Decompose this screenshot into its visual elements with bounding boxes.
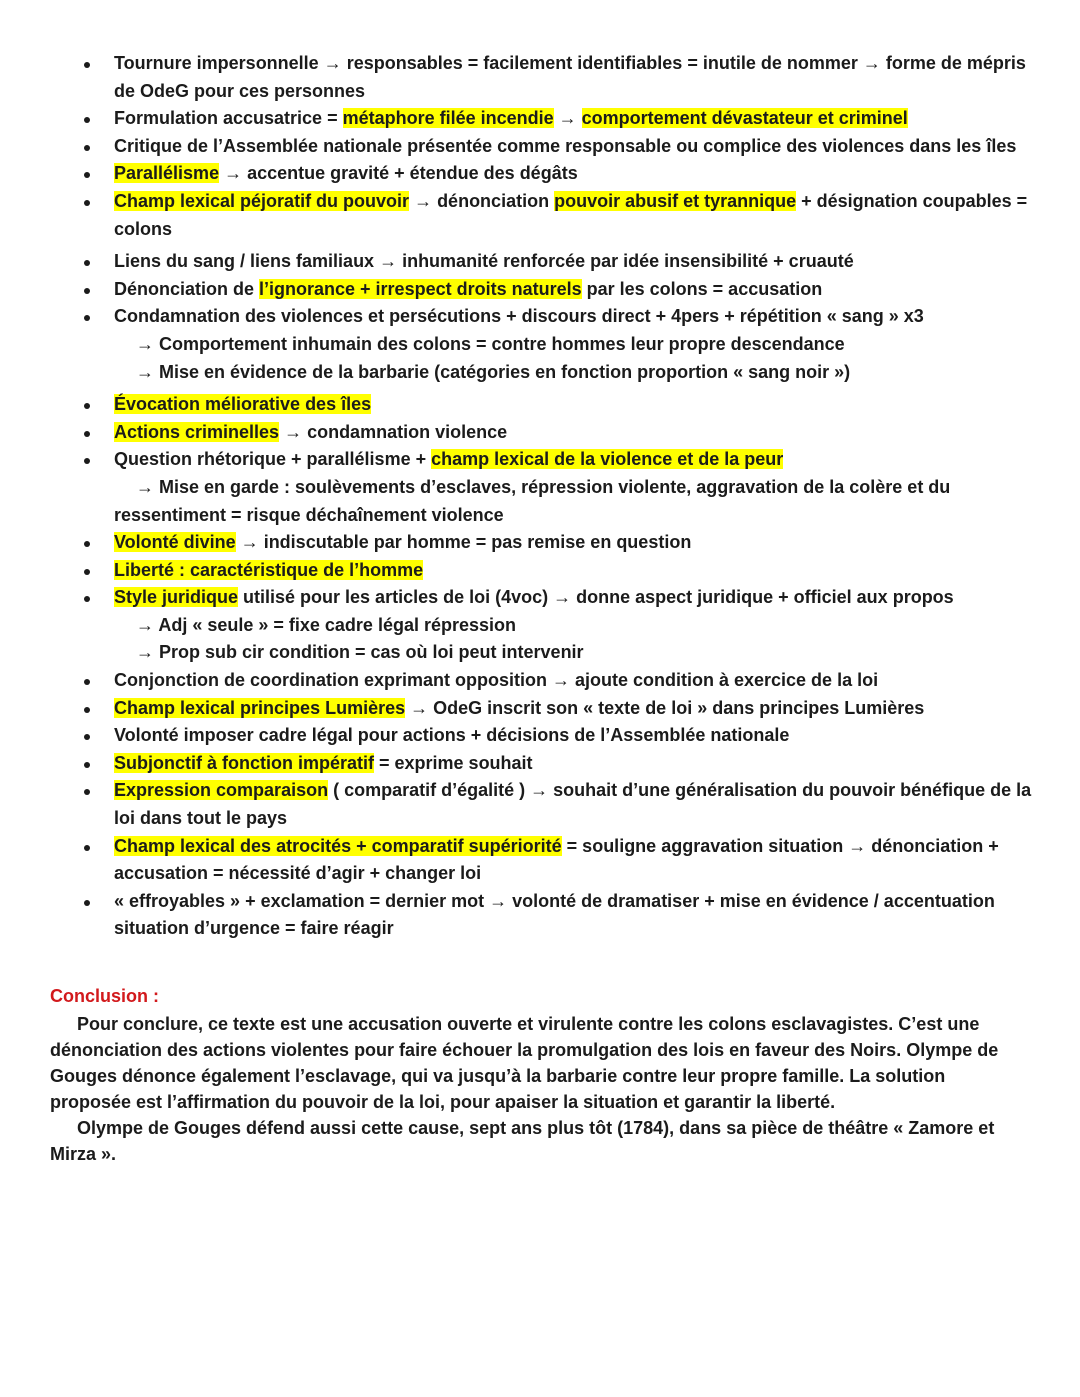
list-item: Volonté divine → indiscutable par homme = pas remise en question xyxy=(0,529,1080,557)
list-item: Liens du sang / liens familiaux → inhumanité renforcée par idée insensibilité + cruauté xyxy=(0,248,1080,276)
conclusion-section xyxy=(0,983,1080,1167)
bullet-dot xyxy=(84,117,90,123)
highlighted-text: Évocation méliorative des îles xyxy=(114,394,372,415)
list-item: Champ lexical péjoratif du pouvoir → dénonciation pouvoir abusif et tyrannique + désignation coupables = colons xyxy=(0,188,1080,243)
bullet-dot xyxy=(84,900,90,906)
conclusion-paragraph: Olympe de Gouges défend aussi cette cause, sept ans plus tôt (1784), dans sa pièce de théâtre « Zamore et Mirza ». xyxy=(50,1117,995,1164)
highlighted-text: Liberté : caractéristique de l’homme xyxy=(114,559,424,580)
list-item: Conjonction de coordination exprimant opposition → ajoute condition à exercice de la loi xyxy=(0,667,1080,695)
analysis-bullet-list xyxy=(0,50,1080,943)
document-page xyxy=(0,50,1080,1167)
bullet-dot xyxy=(84,845,90,851)
highlighted-text: l’ignorance + irrespect droits naturels xyxy=(259,278,582,299)
bullet-dot xyxy=(84,762,90,768)
highlighted-text: Style juridique xyxy=(114,587,239,608)
highlighted-text: Champ lexical principes Lumières xyxy=(114,697,406,718)
highlighted-text: comportement dévastateur et criminel xyxy=(581,108,908,129)
highlighted-text: Parallélisme xyxy=(114,163,220,184)
bullet-dot xyxy=(84,200,90,206)
highlighted-text: Volonté divine xyxy=(114,532,236,553)
highlighted-text: Expression comparaison xyxy=(114,780,329,801)
bullet-dot xyxy=(84,62,90,68)
conclusion-paragraph: Pour conclure, ce texte est une accusation ouverte et virulente contre les colons esclavagistes. C’est une dénonciation des actions violentes pour faire échouer la promulgation des lois en faveur des Noirs. Olympe de Gouges dénonce également l’esclavage, qui va jusqu’à la barbarie contre leur propre famille. La solution proposée est l’affirmation du pouvoir de la loi, pour apaiser la situation et garantir la liberté. xyxy=(50,1013,999,1112)
list-item: Formulation accusatrice = métaphore filée incendie → comportement dévastateur et criminel xyxy=(0,105,1080,133)
list-item xyxy=(0,557,1080,585)
bullet-dot xyxy=(84,260,90,266)
list-item xyxy=(0,391,1080,419)
bullet-dot xyxy=(84,679,90,685)
bullet-dot xyxy=(84,569,90,575)
list-item: Expression comparaison ( comparatif d’égalité ) → souhait d’une généralisation du pouvoir bénéfique de la loi dans tout le pays xyxy=(0,777,1080,832)
bullet-dot xyxy=(84,288,90,294)
list-item: Champ lexical des atrocités + comparatif supériorité = souligne aggravation situation → dénonciation + accusation = nécessité d’agir + changer loi xyxy=(0,833,1080,888)
list-item: Subjonctif à fonction impératif = exprime souhait xyxy=(0,750,1080,778)
bullet-dot xyxy=(84,789,90,795)
bullet-dot xyxy=(84,145,90,151)
list-item: Dénonciation de l’ignorance + irrespect droits naturels par les colons = accusation xyxy=(0,276,1080,304)
list-item: Critique de l’Assemblée nationale présentée comme responsable ou complice des violences dans les îles xyxy=(0,133,1080,161)
bullet-dot xyxy=(84,541,90,547)
highlighted-text: champ lexical de la violence et de la peur xyxy=(431,449,784,470)
sub-point: → Mise en évidence de la barbarie (catégories en fonction proportion « sang noir ») xyxy=(136,361,851,382)
conclusion-title: Conclusion : xyxy=(50,986,159,1006)
list-item: « effroyables » + exclamation = dernier mot → volonté de dramatiser + mise en évidence / accentuation situation d’urgence = faire réagir xyxy=(0,888,1080,943)
bullet-dot xyxy=(84,172,90,178)
sub-point: → Prop sub cir condition = cas où loi peut intervenir xyxy=(136,642,584,663)
bullet-dot xyxy=(84,458,90,464)
bullet-dot xyxy=(84,315,90,321)
list-item: Actions criminelles → condamnation violence xyxy=(0,419,1080,447)
highlighted-text: Actions criminelles xyxy=(114,421,280,442)
list-item: Style juridique utilisé pour les articles de loi (4voc) → donne aspect juridique + officiel aux propos → Adj « seule » = fixe cadre légal répression → Prop sub cir condition = cas où loi peut intervenir xyxy=(0,584,1080,667)
bullet-dot xyxy=(84,431,90,437)
list-item: Condamnation des violences et persécutions + discours direct + 4pers + répétition « sang » x3 → Comportement inhumain des colons = contre hommes leur propre descendance → Mise en évidence de la barbarie (catégories en fonction proportion « sang noir ») xyxy=(0,303,1080,386)
sub-point: → Comportement inhumain des colons = contre hommes leur propre descendance xyxy=(136,333,845,354)
list-item: Parallélisme → accentue gravité + étendue des dégâts xyxy=(0,160,1080,188)
highlighted-text: Champ lexical péjoratif du pouvoir xyxy=(114,190,410,211)
highlighted-text: Subjonctif à fonction impératif xyxy=(114,752,374,773)
highlighted-text: pouvoir abusif et tyrannique xyxy=(554,190,797,211)
sub-point-continuation: ressentiment = risque déchaînement violence xyxy=(114,504,504,525)
bullet-dot xyxy=(84,734,90,740)
list-item: Tournure impersonnelle → responsables = facilement identifiables = inutile de nommer → forme de mépris de OdeG pour ces personnes xyxy=(0,50,1080,105)
bullet-dot xyxy=(84,596,90,602)
list-item: Volonté imposer cadre légal pour actions + décisions de l’Assemblée nationale xyxy=(0,722,1080,750)
sub-point: → Adj « seule » = fixe cadre légal répression xyxy=(136,614,517,635)
bullet-dot xyxy=(84,707,90,713)
list-item: Question rhétorique + parallélisme + champ lexical de la violence et de la peur → Mise en garde : soulèvements d’esclaves, répression violente, aggravation de la colère et du ressentiment = risque déchaînement violence xyxy=(0,446,1080,529)
sub-point: → Mise en garde : soulèvements d’esclaves, répression violente, aggravation de la colère et du xyxy=(136,476,951,497)
list-item: Champ lexical principes Lumières → OdeG inscrit son « texte de loi » dans principes Lumières xyxy=(0,695,1080,723)
bullet-dot xyxy=(84,403,90,409)
highlighted-text: métaphore filée incendie xyxy=(342,108,554,129)
highlighted-text: Champ lexical des atrocités + comparatif supériorité xyxy=(114,835,562,856)
